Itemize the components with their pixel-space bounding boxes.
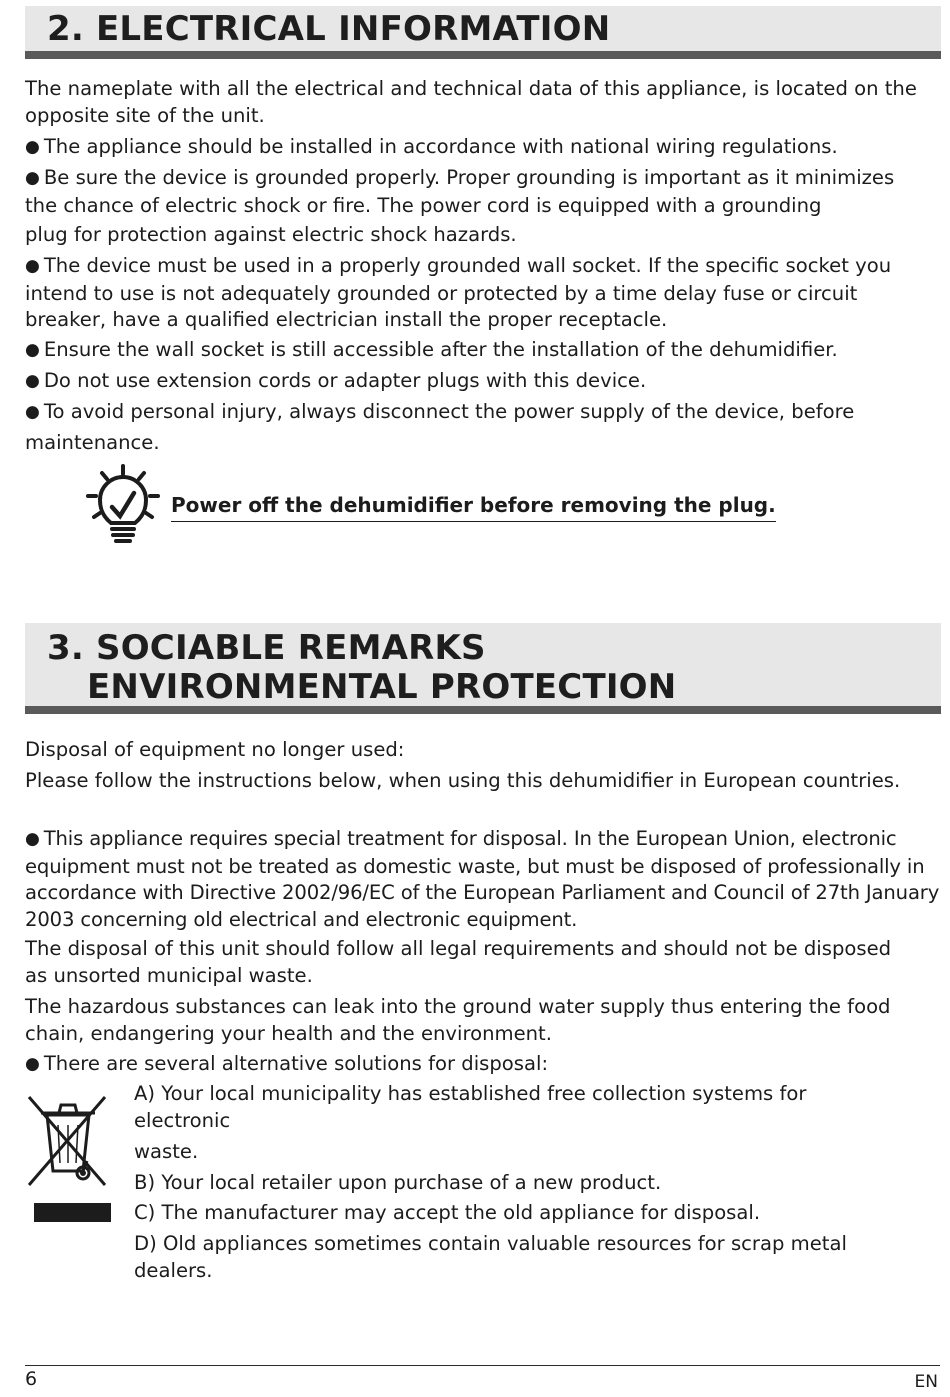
section-2-intro: The nameplate with all the electrical and technical data of this appliance, is located on the opposite site of the unit. <box>25 77 917 127</box>
bullet-text: The device must be used in a properly grounded wall socket. If the specific socket you intend to use is not adequately grounded or protected by a time delay fuse or circuit breaker, have a qualified electrician install the proper receptacle. <box>25 254 892 331</box>
bullet-text: To avoid personal injury, always disconnect the power supply of the device, before <box>43 400 855 423</box>
bullet-dot: ● <box>25 340 40 360</box>
section-2-title: 2. ELECTRICAL INFORMATION <box>47 9 611 49</box>
footer-divider <box>25 1365 940 1366</box>
legal-paragraph: The disposal of this unit should follow all legal requirements and should not be disposed as unsorted municipal waste. <box>25 937 892 987</box>
section-2-header <box>25 6 941 59</box>
section-3-title <box>47 629 941 707</box>
bullet-dot: ● <box>25 168 40 188</box>
bullet-item <box>25 1051 941 1079</box>
bullet-dot: ● <box>25 137 40 157</box>
disposal-heading: Disposal of equipment no longer used: <box>25 738 405 761</box>
bullet-dot: ● <box>25 256 40 276</box>
bullet-item <box>25 399 941 427</box>
page-number: 6 <box>25 1368 38 1390</box>
option-a-continued: waste. <box>134 1140 199 1163</box>
bullet-dot: ● <box>25 829 40 849</box>
bullet-item <box>25 368 941 396</box>
instructions-paragraph: Please follow the instructions below, when using this dehumidifier in European countries. <box>25 769 901 792</box>
bullet-item <box>25 253 925 334</box>
bullet-item <box>25 165 925 219</box>
bullet-continuation: maintenance. <box>25 431 160 454</box>
language-code: EN <box>914 1372 938 1392</box>
option-d: D) Old appliances sometimes contain valuable resources for scrap metal dealers. <box>134 1232 847 1282</box>
option-b: B) Your local retailer upon purchase of a new product. <box>134 1171 662 1194</box>
option-a: A) Your local municipality has established free collection systems for electronic <box>134 1082 807 1132</box>
bullet-text: Do not use extension cords or adapter plugs with this device. <box>43 369 647 392</box>
crossed-out-wheelie-bin-icon <box>25 1093 115 1225</box>
option-c: C) The manufacturer may accept the old appliance for disposal. <box>134 1201 761 1224</box>
bullet-continuation: plug for protection against electric shock hazards. <box>25 223 517 246</box>
bullet-item <box>25 337 941 365</box>
tip-text: Power off the dehumidifier before removing the plug. <box>171 491 776 522</box>
bullet-dot: ● <box>25 1054 40 1074</box>
bullet-dot: ● <box>25 371 40 391</box>
section-3-title-line2: ENVIRONMENTAL PROTECTION <box>87 667 677 707</box>
bullet-text: There are several alternative solutions for disposal: <box>43 1052 549 1075</box>
bullet-text: This appliance requires special treatment for disposal. In the European Union, electronic equipment must not be treated as domestic waste, but must be disposed of professionally in accordance with Directive 2002/96/EC of the European Parliament and Council of 27th January 2003 concerning old electrical and electronic equipment. <box>25 827 940 931</box>
bullet-text: The appliance should be installed in accordance with national wiring regulations. <box>43 135 838 158</box>
bullet-item <box>25 826 943 933</box>
hazard-paragraph: The hazardous substances can leak into the ground water supply thus entering the food chain, endangering your health and the environment. <box>25 995 891 1045</box>
bullet-dot: ● <box>25 402 40 422</box>
bullet-item <box>25 134 941 162</box>
bullet-text: Be sure the device is grounded properly. Proper grounding is important as it minimizes the chance of electric shock or fire. The power cord is equipped with a grounding <box>25 166 895 217</box>
lightbulb-check-icon <box>84 463 162 547</box>
bullet-text: Ensure the wall socket is still accessible after the installation of the dehumidifier. <box>43 338 838 361</box>
section-3-header <box>25 623 941 714</box>
section-3-title-line1: 3. SOCIABLE REMARKS <box>47 628 486 668</box>
